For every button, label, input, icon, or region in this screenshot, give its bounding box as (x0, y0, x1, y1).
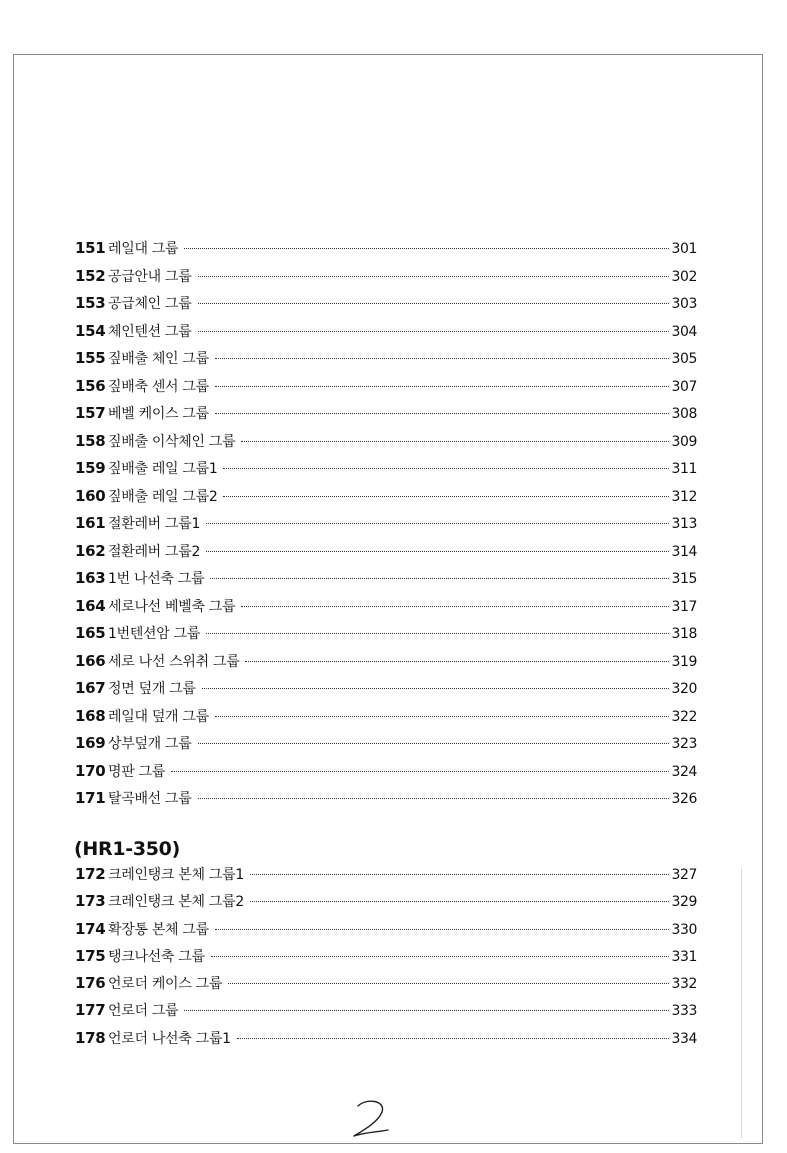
toc-entry (75, 1028, 697, 1055)
dot-leader (223, 468, 669, 469)
entry-title: 세로나선 베벨축 그룹 (108, 598, 236, 615)
entry-title: 절환레버 그룹2 (108, 543, 201, 560)
dot-leader (223, 496, 669, 497)
dot-leader (206, 523, 669, 524)
entry-number: 157 (75, 404, 106, 422)
entry-number: 151 (75, 239, 106, 257)
dot-leader (202, 688, 670, 689)
entry-title: 짚배축 센서 그룹 (108, 378, 209, 395)
dot-leader (184, 1010, 669, 1011)
toc-section-b (75, 864, 697, 1055)
entry-page-number: 329 (671, 894, 697, 911)
toc-entry (75, 973, 697, 1000)
dot-leader (198, 331, 670, 332)
scan-artifact-line (741, 868, 742, 1138)
entry-number: 166 (75, 651, 106, 670)
dot-leader (215, 386, 670, 387)
entry-page-number: 332 (671, 976, 697, 993)
dot-leader (245, 661, 669, 662)
entry-page-number: 313 (671, 516, 697, 532)
dot-leader (215, 929, 670, 930)
toc-entry (75, 486, 697, 514)
toc-entry (75, 238, 697, 266)
dot-leader (210, 578, 669, 579)
entry-title: 짚배출 체인 그룹 (108, 351, 209, 367)
toc-entry (75, 321, 697, 349)
entry-title: 베벨 케이스 그룹 (108, 406, 209, 422)
toc-entry (75, 458, 697, 486)
toc-section-a (75, 238, 697, 816)
entry-title: 짚배출 이삭체인 그룹 (108, 433, 236, 450)
toc-entry (75, 431, 697, 459)
entry-title: 상부덮개 그룹 (108, 736, 192, 752)
entry-page-number: 305 (671, 351, 697, 367)
entry-number: 171 (75, 789, 106, 807)
entry-title: 크레인탱크 본체 그룹2 (108, 894, 244, 911)
entry-number: 168 (75, 706, 106, 725)
entry-title: 체인텐션 그룹 (108, 323, 192, 340)
entry-number: 156 (75, 376, 106, 395)
toc-entry (75, 946, 697, 973)
entry-title: 세로 나선 스위취 그룹 (108, 653, 240, 670)
toc-entry (75, 376, 697, 404)
entry-page-number: 303 (671, 296, 697, 312)
toc-entry (75, 919, 697, 946)
entry-number: 153 (75, 294, 106, 312)
entry-title: 확장통 본체 그룹 (108, 921, 209, 938)
dot-leader (215, 716, 670, 717)
entry-number: 154 (75, 321, 106, 340)
entry-page-number: 326 (671, 791, 697, 807)
entry-number: 176 (75, 974, 106, 993)
toc-entry (75, 733, 697, 761)
entry-title: 절환레버 그룹1 (108, 516, 201, 532)
entry-page-number: 308 (671, 406, 697, 422)
entry-title: 크레인탱크 본체 그룹1 (108, 867, 244, 883)
dot-leader (206, 633, 669, 634)
toc-entry (75, 568, 697, 596)
toc-entry (75, 541, 697, 569)
dot-leader (215, 358, 670, 359)
entry-title: 공급체인 그룹 (108, 296, 192, 312)
dot-leader (198, 276, 670, 277)
dot-leader (215, 413, 670, 414)
entry-title: 레일대 그룹 (108, 241, 179, 257)
dot-leader (198, 303, 670, 304)
entry-page-number: 315 (671, 571, 697, 587)
entry-title: 짚배출 레일 그룹2 (108, 488, 218, 505)
entry-number: 175 (75, 946, 106, 965)
section-heading: (HR1-350) (74, 838, 180, 860)
toc-entry (75, 678, 697, 706)
toc-entry (75, 266, 697, 294)
dot-leader (250, 901, 670, 902)
entry-page-number: 327 (671, 867, 697, 883)
toc-entry (75, 788, 697, 816)
entry-title: 명판 그룹 (108, 763, 166, 780)
entry-title: 1번텐션암 그룹 (108, 626, 201, 642)
entry-title: 레일대 덮개 그룹 (108, 708, 209, 725)
dot-leader (250, 874, 670, 875)
dot-leader (184, 248, 669, 249)
entry-page-number: 323 (671, 736, 697, 752)
entry-title: 짚배출 레일 그룹1 (108, 461, 218, 477)
entry-page-number: 312 (671, 488, 697, 505)
entry-page-number: 309 (671, 433, 697, 450)
dot-leader (241, 441, 669, 442)
entry-number: 170 (75, 761, 106, 780)
toc-entry (75, 513, 697, 541)
entry-number: 160 (75, 486, 106, 505)
entry-page-number: 311 (671, 461, 697, 477)
toc-entry (75, 706, 697, 734)
entry-number: 155 (75, 349, 106, 367)
toc-entry (75, 293, 697, 321)
toc-entry (75, 651, 697, 679)
toc-entry (75, 761, 697, 789)
toc-entry (75, 348, 697, 376)
entry-page-number: 331 (671, 948, 697, 965)
handwritten-mark (352, 1098, 392, 1140)
toc-entry (75, 864, 697, 891)
entry-page-number: 324 (671, 763, 697, 780)
entry-page-number: 301 (671, 241, 697, 257)
entry-page-number: 317 (671, 598, 697, 615)
dot-leader (211, 956, 670, 957)
entry-page-number: 304 (671, 323, 697, 340)
entry-page-number: 318 (671, 626, 697, 642)
entry-number: 172 (75, 865, 106, 883)
entry-number: 164 (75, 596, 106, 615)
entry-title: 언로더 나선축 그룹1 (108, 1030, 231, 1047)
entry-number: 152 (75, 266, 106, 285)
entry-title: 1번 나선축 그룹 (108, 571, 205, 587)
dot-leader (241, 606, 669, 607)
toc-entry (75, 403, 697, 431)
entry-page-number: 320 (671, 681, 697, 697)
toc-entry (75, 891, 697, 918)
entry-page-number: 334 (671, 1030, 697, 1047)
toc-entry (75, 596, 697, 624)
entry-number: 161 (75, 514, 106, 532)
dot-leader (228, 983, 669, 984)
entry-title: 탈곡배선 그룹 (108, 791, 192, 807)
entry-page-number: 319 (671, 653, 697, 670)
entry-number: 174 (75, 919, 106, 938)
dot-leader (171, 771, 669, 772)
dot-leader (206, 551, 669, 552)
entry-number: 178 (75, 1028, 106, 1047)
entry-page-number: 322 (671, 708, 697, 725)
entry-title: 공급안내 그룹 (108, 268, 192, 285)
entry-number: 177 (75, 1001, 106, 1020)
entry-page-number: 314 (671, 543, 697, 560)
entry-title: 언로더 그룹 (108, 1003, 179, 1020)
entry-number: 165 (75, 624, 106, 642)
entry-number: 158 (75, 431, 106, 450)
dot-leader (198, 798, 670, 799)
entry-number: 167 (75, 679, 106, 697)
entry-title: 정면 덮개 그룹 (108, 681, 196, 697)
entry-title: 탱크나선축 그룹 (108, 948, 205, 965)
entry-number: 173 (75, 892, 106, 911)
entry-title: 언로더 케이스 그룹 (108, 976, 223, 993)
toc-entry (75, 1000, 697, 1027)
dot-leader (198, 743, 670, 744)
entry-number: 169 (75, 734, 106, 752)
entry-page-number: 307 (671, 378, 697, 395)
entry-page-number: 302 (671, 268, 697, 285)
entry-number: 162 (75, 541, 106, 560)
entry-page-number: 333 (671, 1003, 697, 1020)
entry-number: 159 (75, 459, 106, 477)
dot-leader (237, 1038, 670, 1039)
entry-page-number: 330 (671, 921, 697, 938)
toc-entry (75, 623, 697, 651)
entry-number: 163 (75, 569, 106, 587)
